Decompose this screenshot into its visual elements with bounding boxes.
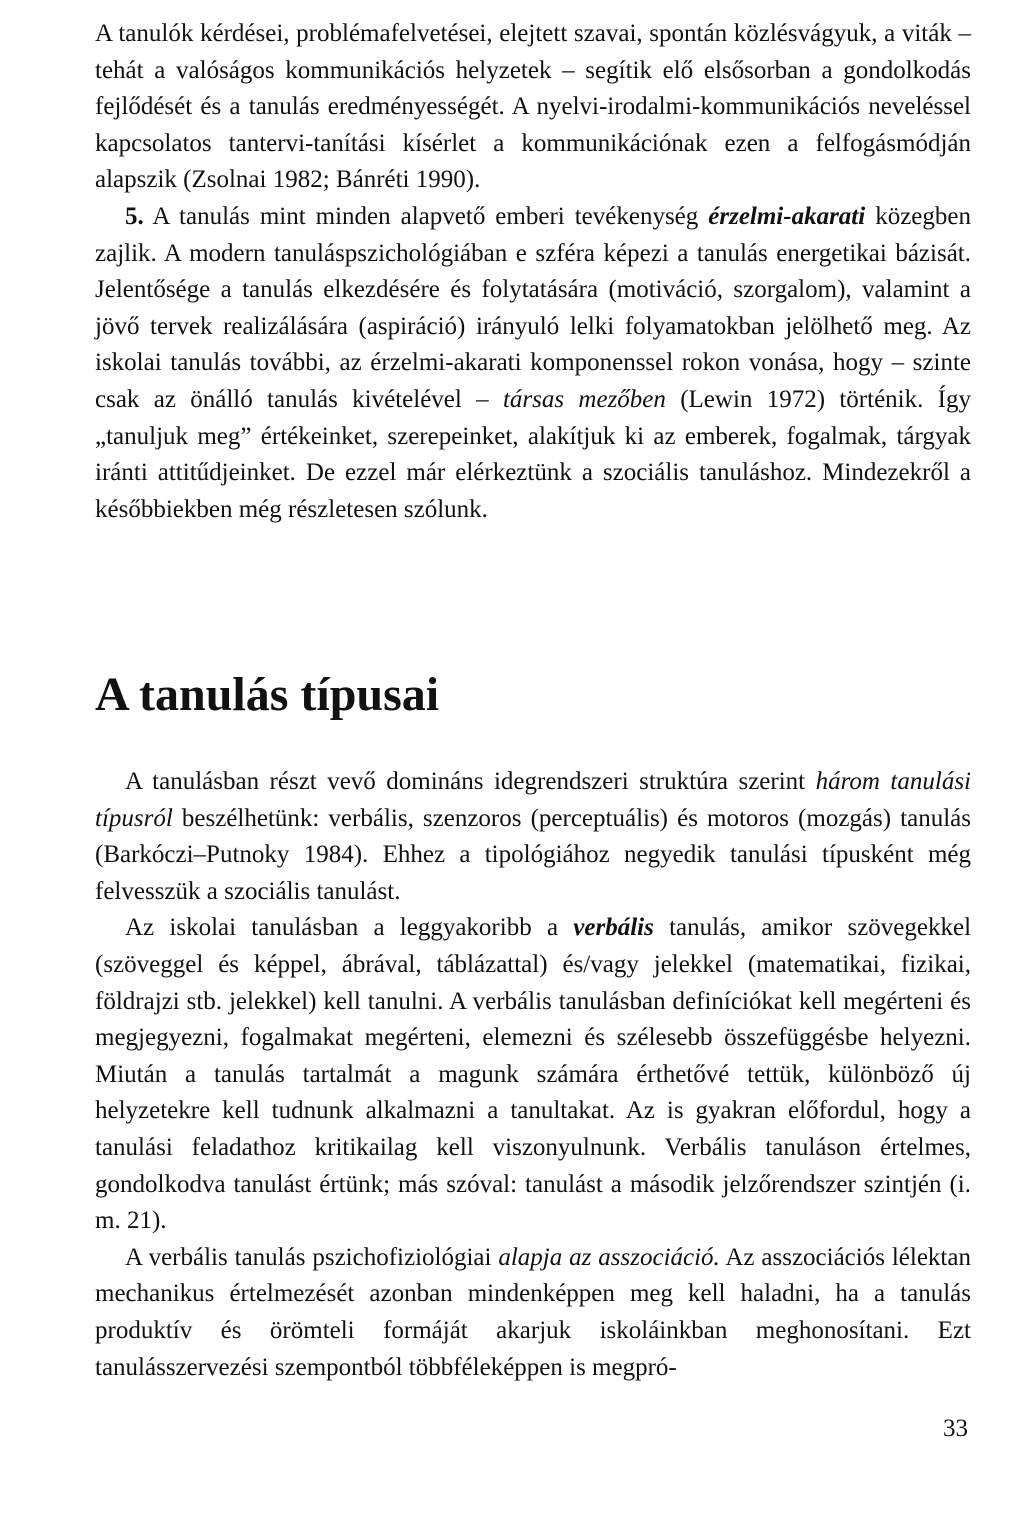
body-text-top xyxy=(95,16,971,528)
text-run: három tanulási típusról xyxy=(95,768,971,832)
text-run: 5. xyxy=(125,202,144,230)
text-run: beszélhetünk: verbális, szenzoros (perceptuális) és motoros (mozgás) tanulás (Barkóczi–Putnoky 1984). Ehhez a tipológiához negyedik tanulási típusként még felvesszük a szociális tanulást. xyxy=(95,804,971,905)
text-run: érzelmi-akarati xyxy=(708,202,866,230)
paragraph-3 xyxy=(95,764,971,910)
page-number: 33 xyxy=(943,1415,968,1442)
text-run: Az iskolai tanulásban a leggyakoribb a xyxy=(125,914,574,942)
text-run: A verbális tanulás pszichofiziológiai xyxy=(125,1243,499,1271)
text-run: A tanulásban részt vevő domináns idegrendszeri struktúra szerint xyxy=(125,768,816,795)
text-run: A tanulás mint minden alapvető emberi tevékenység xyxy=(143,202,709,230)
text-run: Az asszociációs lélektan mechanikus értelmezését azonban mindenképpen meg kell haladni, ha a tanulás produktív és örömteli formáját akarjuk iskoláinkban meghonosítani. Ezt tanulásszervezési szempontból többféleképpen is megpró- xyxy=(95,1243,971,1381)
paragraph-4 xyxy=(95,910,971,1239)
text-run: közegben zajlik. A modern tanuláspszichológiában e szféra képezi a tanulás energetikai bázisát. Jelentősége a tanulás elkezdésére és folytatására (motiváció, szorgalom), valamint a jövő tervek realizálására (aspiráció) irányuló lelki folyamatokban jelölhető meg. Az iskolai tanulás további, az érzelmi-akarati komponenssel rokon vonása, hogy – szinte csak az önálló tanulás kivételével – xyxy=(95,202,971,413)
text-run: A tanulók kérdései, problémafelvetései, elejtett szavai, spontán közlésvágyuk, a viták – tehát a valóságos kommunikációs helyzetek – segítik elő elsősorban a gondolkodás fejlődését és a tanulás eredményességét. A nyelvi-irodalmi-kommunikációs neveléssel kapcsolatos tantervi-tanítási kísérlet a kommunikációnak ezen a felfogásmódján alapszik (Zsolnai 1982; Bánréti 1990). xyxy=(95,20,971,194)
paragraph-1 xyxy=(95,16,971,199)
paragraph-5 xyxy=(95,1240,971,1386)
text-run: verbális xyxy=(573,914,654,942)
paragraph-2 xyxy=(95,199,971,528)
section-heading: A tanulás típusai xyxy=(95,668,440,721)
text-run: (Lewin 1972) történik. Így „tanuljuk meg” értékeinket, szerepeinket, alakítjuk ki az emberek, fogalmak, tárgyak iránti attitűdjeinket. De ezzel már elérkeztünk a szociális tanuláshoz. Mindezekről a későbbiekben még részletesen szólunk. xyxy=(95,385,971,523)
text-run: alapja az asszociáció. xyxy=(498,1243,720,1271)
text-run: tanulás, amikor szövegekkel (szöveggel és képpel, ábrával, táblázattal) és/vagy jelekkel (matematikai, fizikai, földrajzi stb. jelekkel) kell tanulni. A verbális tanulásban definíciókat kell megérteni és megjegyezni, fogalmakat megérteni, elemezni és szélesebb összefüggésbe helyezni. Miután a tanulás tartalmát a magunk számára érthetővé tettük, különböző új helyzetekre kell tudnunk alkalmazni a tanultakat. Az is gyakran előfordul, hogy a tanulási feladathoz kritikailag kell viszonyulnunk. Verbális tanuláson értelmes, gondolkodva tanulást értünk; más szóval: tanulást a második jelzőrendszer szintjén (i. m. 21). xyxy=(95,914,972,1235)
body-text-bottom xyxy=(95,764,971,1386)
text-run: társas mezőben xyxy=(502,385,666,413)
